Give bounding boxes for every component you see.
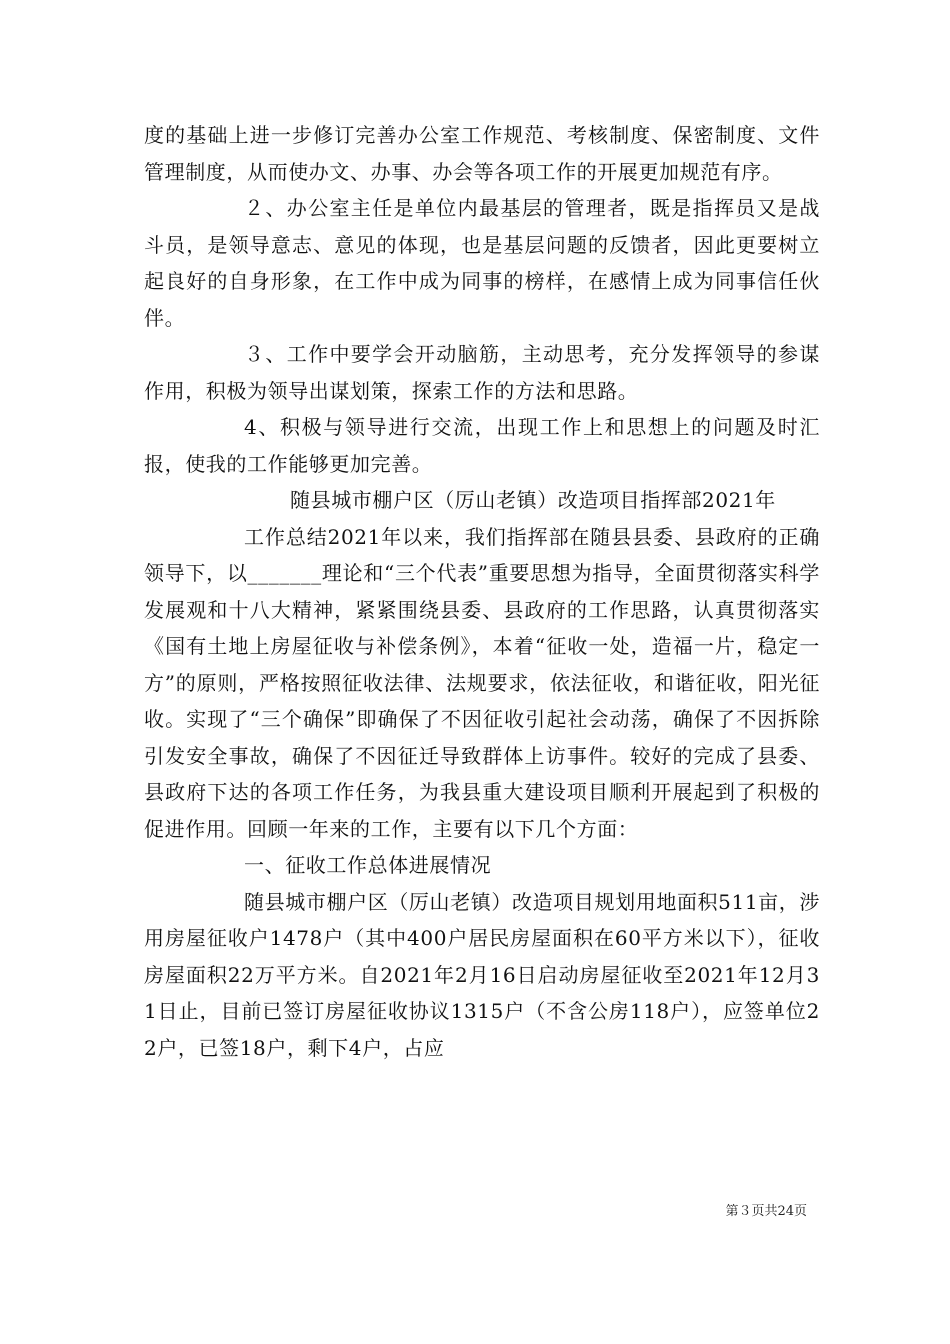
paragraph-continued: 度的基础上进一步修订完善办公室工作规范、考核制度、保密制度、文件管理制度，从而使办文、办事、办会等各项工作的开展更加规范有序。 bbox=[144, 123, 820, 184]
section-title: 随县城市棚户区（厉山老镇）改造项目指挥部2021年 bbox=[290, 488, 776, 512]
paragraph-summary: 工作总结2021年以来，我们指挥部在随县县委、县政府的正确领导下，以_______理论和“三个代表”重要思想为指导，全面贯彻落实科学发展观和十八大精神，紧紧围绕县委、县政府的工作思路，认真贯彻落实《国有土地上房屋征收与补偿条例》，本着“征收一处，造福一片，稳定一方”的原则，严格按照征收法律、法规要求，依法征收，和谐征收，阳光征收。实现了“三个确保”即确保了不因征收引起社会动荡，确保了不因拆除引发安全事故，确保了不因征迁导致群体上访事件。较好的完成了县委、县政府下达的各项工作任务，为我县重大建设项目顺利开展起到了积极的促进作用。回顾一年来的工作，主要有以下几个方面： bbox=[144, 524, 820, 841]
section-heading-1: 一、征收工作总体进展情况 bbox=[244, 853, 492, 877]
page-number-footer: 第３页共24页 bbox=[725, 1204, 807, 1219]
paragraph-item-3: ３、工作中要学会开动脑筋，主动思考，充分发挥领导的参谋作用，积极为领导出谋划策，探索工作的方法和思路。 bbox=[144, 342, 820, 403]
paragraph-item-2: ２、办公室主任是单位内最基层的管理者，既是指挥员又是战斗员，是领导意志、意见的体现，也是基层问题的反馈者，因此更要树立起良好的自身形象，在工作中成为同事的榜样，在感情上成为同事信任伙伴。 bbox=[144, 196, 820, 330]
paragraph-progress: 随县城市棚户区（厉山老镇）改造项目规划用地面积511亩，涉用房屋征收户1478户（其中400户居民房屋面积在60平方米以下），征收房屋面积22万平方米。自2021年2月16日启动房屋征收至2021年12月31日止，目前已签订房屋征收协议1315户（不含公房118户），应签单位22户，已签18户，剩下4户，占应 bbox=[144, 889, 820, 1060]
document-body bbox=[144, 117, 820, 1066]
paragraph-item-4: 4、积极与领导进行交流，出现工作上和思想上的问题及时汇报，使我的工作能够更加完善。 bbox=[144, 415, 820, 476]
